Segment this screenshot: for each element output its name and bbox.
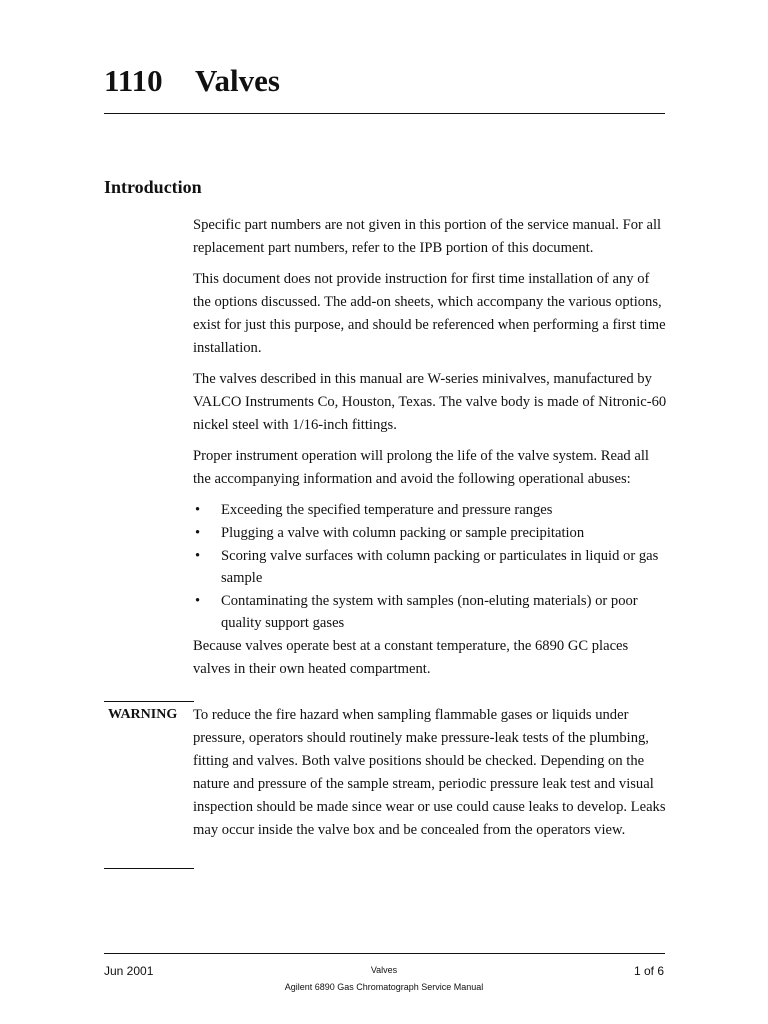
list-item-text: Contaminating the system with samples (non-eluting materials) or poor quality support gases <box>221 593 638 631</box>
chapter-number: 1110 <box>104 63 163 98</box>
footer-rule <box>104 953 665 954</box>
title-rule <box>104 113 665 114</box>
warning-rule-top <box>104 701 194 702</box>
paragraph: Specific part numbers are not given in this portion of the service manual. For all replacement part numbers, refer to the IPB portion of this document. <box>193 217 662 256</box>
body-text <box>193 214 668 689</box>
footer-date: Jun 2001 <box>104 964 154 978</box>
bullet-marker: • <box>195 502 201 518</box>
list-item-text: Plugging a valve with column packing or sample precipitation <box>221 525 585 541</box>
list-item <box>193 545 668 589</box>
list-item-text: Scoring valve surfaces with column packing or particulates in liquid or gas sample <box>221 548 659 586</box>
warning-label: WARNING <box>108 707 178 722</box>
footer-section: Valves <box>370 965 398 975</box>
list-item <box>193 522 668 544</box>
paragraph: This document does not provide instruction for first time installation of any of the options discussed. The add-on sheets, which accompany the various options, exist for just this purpose, and should be referenced when performing a first time installation. <box>193 271 666 356</box>
page-title <box>104 62 280 100</box>
abuse-list <box>193 499 668 634</box>
bullet-marker: • <box>195 525 201 541</box>
paragraph: The valves described in this manual are W-series minivalves, manufactured by VALCO Instruments Co, Houston, Texas. The valve body is made of Nitronic-60 nickel steel with 1/16-inch fittings. <box>193 371 667 433</box>
section-heading: Introduction <box>104 177 202 197</box>
bullet-marker: • <box>195 593 201 609</box>
footer-page-number: 1 of 6 <box>633 964 664 978</box>
closing-paragraph: Because valves operate best at a constant temperature, the 6890 GC places valves in their own heated compartment. <box>193 638 629 677</box>
chapter-title: Valves <box>195 63 280 98</box>
footer-manual-title: Agilent 6890 Gas Chromatograph Service Manual <box>284 982 484 992</box>
paragraph: Proper instrument operation will prolong the life of the valve system. Read all the accompanying information and avoid the following operational abuses: <box>193 448 649 487</box>
warning-rule-bottom <box>104 868 194 869</box>
warning-text: To reduce the fire hazard when sampling flammable gases or liquids under pressure, operators should routinely make pressure-leak tests of the plumbing, fitting and valves. Both valve positions should be checked. Depending on the nature and pressure of the sample stream, periodic pressure leak test and visual inspection should be made since wear or use could cause leaks to develop. Leaks may occur inside the valve box and be concealed from the operators view. <box>193 707 666 838</box>
list-item <box>193 590 668 634</box>
footer-center <box>234 962 534 996</box>
bullet-marker: • <box>195 548 201 564</box>
list-item-text: Exceeding the specified temperature and pressure ranges <box>221 502 553 518</box>
list-item <box>193 499 668 521</box>
